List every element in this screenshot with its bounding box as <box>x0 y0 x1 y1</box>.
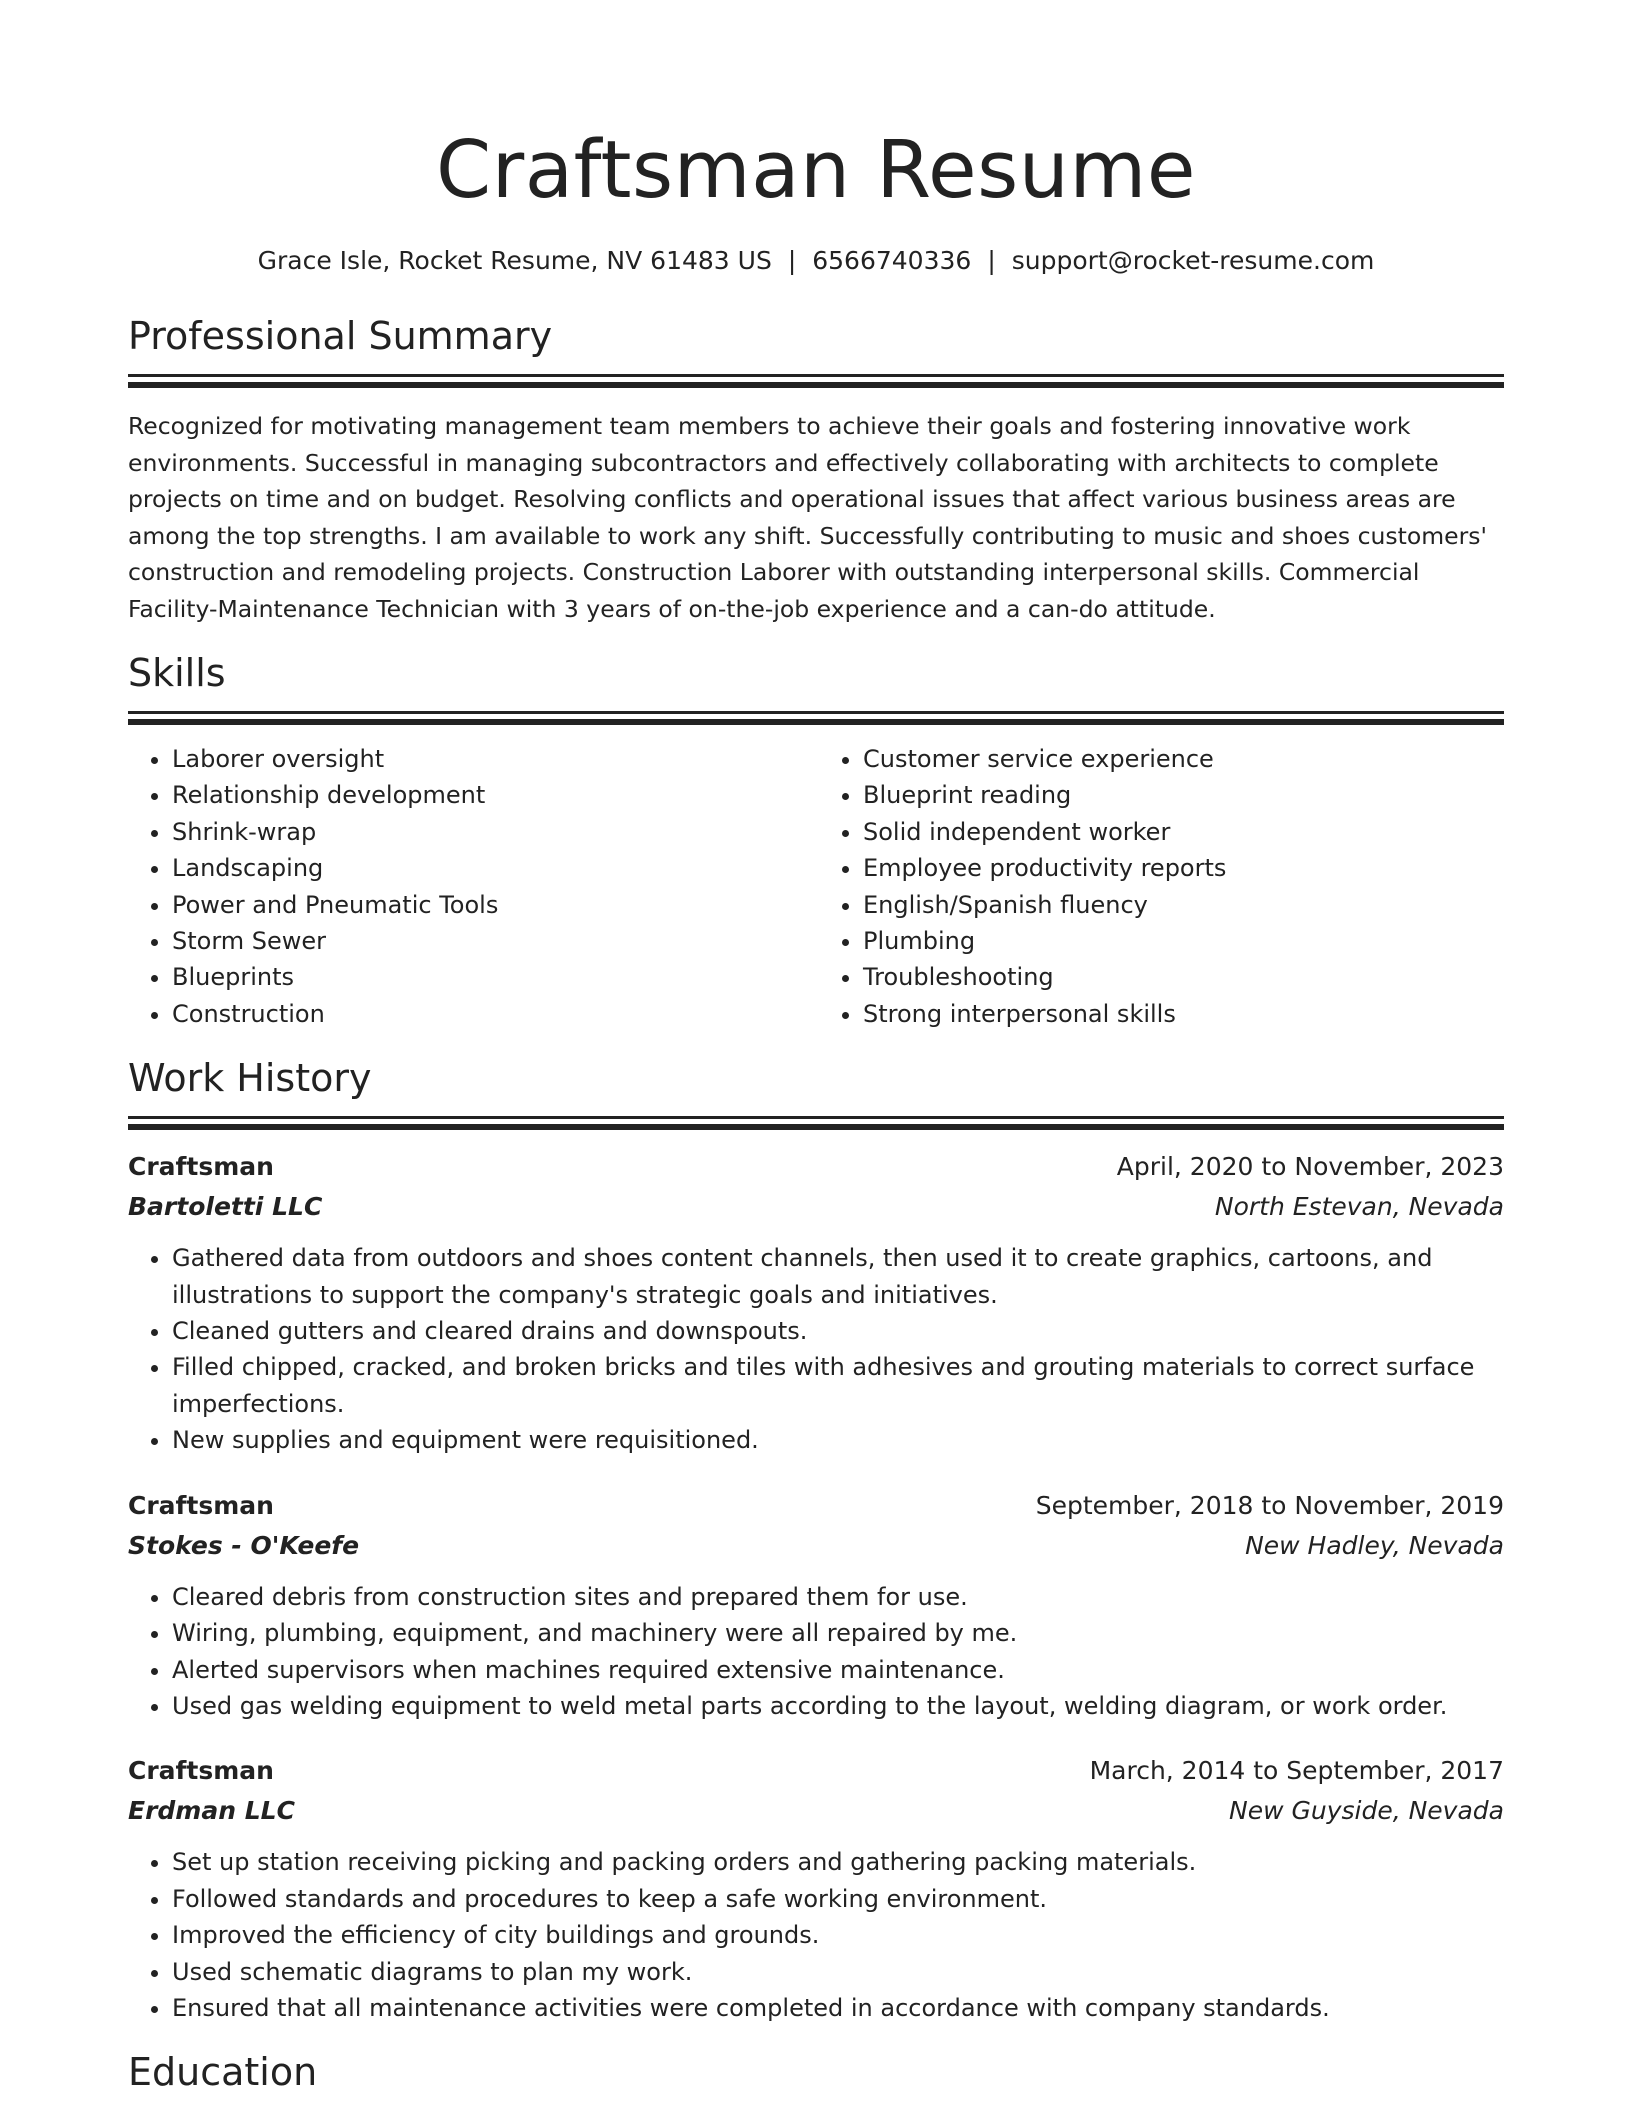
section-divider <box>128 374 1504 377</box>
summary-text: Recognized for motivating management team members to achieve their goals and fostering innovative work environments. Successful in managing subcontractors and effectively collaborating with architects to complete projects on time and on budget. Resolving conflicts and operational issues that affect various business areas are among the top strengths. I am available to work any shift. Successfully contributing to music and shoes customers' construction and remodeling projects. Construction Laborer with outstanding interpersonal skills. Commercial Facility-Maintenance Technician with 3 years of on-the-job experience and a can-do attitude. <box>128 412 1487 623</box>
job-bullets <box>128 1844 1504 2026</box>
job-title: Craftsman <box>128 1756 274 1786</box>
job-bullet: • Wiring, plumbing, equipment, and machinery were all repaired by me. <box>172 1615 1504 1651</box>
job-bullet: • Used schematic diagrams to plan my work. <box>172 1954 1504 1990</box>
skill-item: • Storm Sewer <box>172 923 816 959</box>
job-bullets <box>128 1579 1504 1725</box>
education-section <box>128 2048 1504 2096</box>
contact-separator: | <box>987 246 996 275</box>
skill-item: • Customer service experience <box>863 741 1504 777</box>
job-dates: September, 2018 to November, 2019 <box>1035 1490 1504 1520</box>
job-header-row <box>128 1148 1504 1186</box>
skill-item: • Plumbing <box>863 923 1504 959</box>
job-bullet: • Cleaned gutters and cleared drains and downspouts. <box>172 1313 1504 1349</box>
skill-item: • Laborer oversight <box>172 741 816 777</box>
job-bullet: • Followed standards and procedures to keep a safe working environment. <box>172 1881 1504 1917</box>
job-bullet: • Alerted supervisors when machines required extensive maintenance. <box>172 1652 1504 1688</box>
skills-list-left <box>128 741 816 1032</box>
skill-item: • Shrink-wrap <box>172 814 816 850</box>
section-divider-thick <box>128 382 1504 388</box>
job-header-row <box>128 1487 1504 1525</box>
section-divider-thick <box>128 719 1504 725</box>
skills-section <box>128 649 1504 1032</box>
contact-separator: | <box>787 246 797 275</box>
job-company: Bartoletti LLC <box>128 1192 323 1222</box>
job-bullet: • Used gas welding equipment to weld metal parts according to the layout, welding diagram, or work order. <box>172 1688 1504 1724</box>
section-heading-work-history: Work History <box>128 1056 372 1101</box>
skill-item: • Strong interpersonal skills <box>863 996 1504 1032</box>
contact-phone: 6566740336 <box>812 246 972 275</box>
job-title: Craftsman <box>128 1490 274 1520</box>
section-heading-education: Education <box>128 2050 318 2095</box>
job-dates: April, 2020 to November, 2023 <box>1116 1152 1504 1182</box>
job-company-row <box>128 1792 1504 1830</box>
job-bullet: • Gathered data from outdoors and shoes content channels, then used it to create graphics, cartoons, and illustrations to support the company's strategic goals and initiatives. <box>172 1240 1504 1313</box>
skills-list-right <box>816 741 1504 1032</box>
skill-item: • Blueprints <box>172 959 816 995</box>
section-heading-skills: Skills <box>128 651 226 695</box>
skill-item: • Blueprint reading <box>863 777 1504 813</box>
section-divider <box>128 1116 1504 1119</box>
contact-address: Grace Isle, Rocket Resume, NV 61483 US <box>257 246 772 275</box>
job-location: New Guyside, Nevada <box>1229 1796 1504 1826</box>
job-bullet: • New supplies and equipment were requisitioned. <box>172 1422 1504 1458</box>
job-location: New Hadley, Nevada <box>1245 1530 1504 1560</box>
job-bullet: • Set up station receiving picking and packing orders and gathering packing materials. <box>172 1844 1504 1880</box>
skill-item: • Solid independent worker <box>863 814 1504 850</box>
contact-email: support@rocket-resume.com <box>1011 246 1375 275</box>
skill-item: • English/Spanish fluency <box>863 887 1504 923</box>
skill-item: • Relationship development <box>172 777 816 813</box>
job-bullet: • Filled chipped, cracked, and broken bricks and tiles with adhesives and grouting materials to correct surface imperfections. <box>172 1349 1504 1422</box>
summary-section <box>128 312 1504 627</box>
job-bullet: • Cleared debris from construction sites and prepared them for use. <box>172 1579 1504 1615</box>
job-title: Craftsman <box>128 1152 274 1182</box>
job-dates: March, 2014 to September, 2017 <box>1089 1756 1504 1786</box>
job-header-row <box>128 1752 1504 1790</box>
section-divider <box>128 711 1504 714</box>
work-history-section <box>128 1054 1504 2026</box>
skill-item: • Employee productivity reports <box>863 850 1504 886</box>
job-entry <box>128 1752 1504 2026</box>
skill-item: • Construction <box>172 996 816 1032</box>
job-company-row <box>128 1188 1504 1226</box>
job-bullet: • Ensured that all maintenance activities were completed in accordance with company standards. <box>172 1990 1504 2026</box>
skill-item: • Troubleshooting <box>863 959 1504 995</box>
skill-item: • Power and Pneumatic Tools <box>172 887 816 923</box>
job-bullet: • Improved the efficiency of city buildings and grounds. <box>172 1917 1504 1953</box>
job-location: North Estevan, Nevada <box>1214 1192 1504 1222</box>
job-company-row <box>128 1527 1504 1565</box>
job-entry <box>128 1487 1504 1725</box>
skill-item: • Landscaping <box>172 850 816 886</box>
contact-line <box>128 244 1504 278</box>
section-divider-thick <box>128 1124 1504 1130</box>
job-entry <box>128 1148 1504 1458</box>
skills-grid <box>128 741 1504 1032</box>
page-title: Craftsman Resume <box>436 124 1196 216</box>
section-heading-summary: Professional Summary <box>128 314 553 358</box>
job-bullets <box>128 1240 1504 1458</box>
job-company: Stokes - O'Keefe <box>128 1530 360 1560</box>
job-company: Erdman LLC <box>128 1796 295 1826</box>
